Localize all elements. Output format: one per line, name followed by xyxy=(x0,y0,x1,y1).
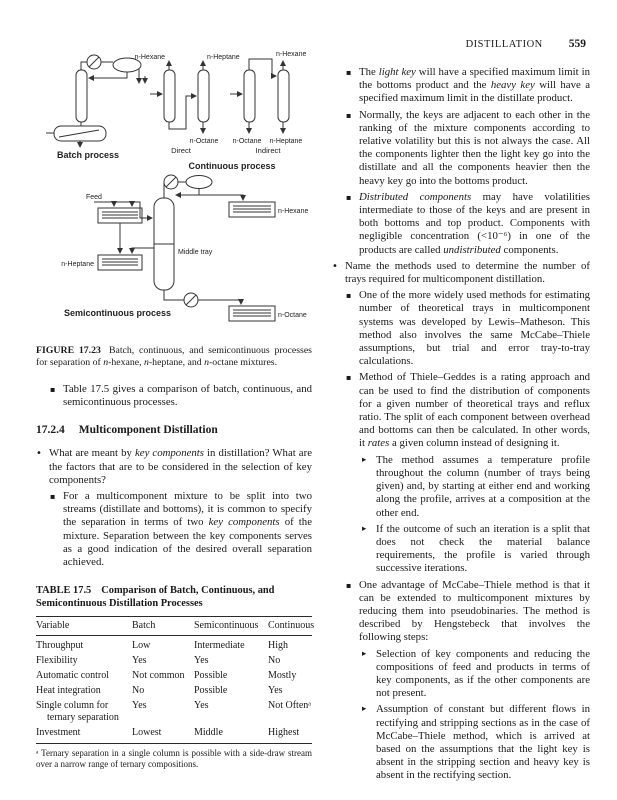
batch-process-diagram xyxy=(46,55,145,147)
table-title-text: Comparison of Batch, Continuous, and Semicontinuous Distillation Processes xyxy=(36,585,275,609)
bullet-marker: ▪ xyxy=(50,385,56,394)
feed-label: Feed xyxy=(86,194,102,201)
bullet-marker: ▪ xyxy=(346,373,352,383)
semicontinuous-process-label: Semicontinuous process xyxy=(64,308,172,318)
table-row: Heat integration No Possible Yes xyxy=(36,685,283,697)
accumulator-drum-icon xyxy=(186,176,212,189)
column-icon xyxy=(164,70,175,122)
list-item: ▪ Method of Thiele–Geddes is a rating approach and can be used to find the distribution of components for a given number of theoretical trays and reflux ratio. The split of each component between overhead and bottoms can then be calculated. In other words, it rates a given column instead of designing it. xyxy=(346,371,590,450)
batch-column-icon xyxy=(76,70,87,122)
stream-label: n-Heptane xyxy=(207,54,240,61)
continuous-indirect-diagram xyxy=(230,59,289,133)
column-icon xyxy=(278,70,289,122)
left-column xyxy=(36,48,315,770)
list-item: ▸ Assumption of constant but different flows in rectifying and stripping sections as in the case of McCabe–Thiele method, which is arrived at based on the assumptions that the light key is absent in the stripping section and heavy key is absent in the rectifying section. xyxy=(362,703,590,782)
semicontinuous-diagram xyxy=(94,175,275,321)
continuous-process-label: Continuous process xyxy=(188,161,276,171)
bullet-marker: ▪ xyxy=(346,192,352,202)
list-item: • Name the methods used to determine the number of trays required for multicomponent distillation. xyxy=(332,259,590,286)
running-head-title: DISTILLATION xyxy=(465,39,543,50)
figure-caption xyxy=(36,345,312,369)
comparison-table xyxy=(36,616,315,744)
direct-label: Direct xyxy=(171,146,191,155)
table-row: Investment Lowest Middle Highest xyxy=(36,726,312,744)
middle-tray-label: Middle tray xyxy=(178,249,213,256)
col-header: Continuous xyxy=(268,617,312,636)
figure-caption-label: FIGURE 17.23 xyxy=(36,345,101,356)
list-item: ▪ Distributed components may have volatilities intermediate to those of the keys and are present in both bottoms and top product. Components with negligible concentration (<10⁻⁶) in one of the products are called undistributed components. xyxy=(346,190,590,256)
section-number: 17.2.4 xyxy=(36,424,65,437)
stream-label: n-Hexane xyxy=(276,51,307,58)
table-footnote: ᵃ Ternary separation in a single column is possible with a side-draw stream over a narrow range of ternary compositions. xyxy=(36,748,312,770)
running-head xyxy=(332,38,590,50)
section-title: Multicomponent Distillation xyxy=(78,424,218,437)
indirect-label: Indirect xyxy=(255,146,281,155)
column-icon xyxy=(244,70,255,122)
column-icon xyxy=(198,70,209,122)
stream-label: n-Octane xyxy=(278,312,307,319)
bullet-marker: ▸ xyxy=(362,704,367,715)
stream-label: n-Hexane xyxy=(134,54,165,61)
right-column xyxy=(332,38,590,786)
bullet-marker: ▪ xyxy=(346,291,352,301)
col-header: Batch xyxy=(132,617,194,636)
right-column-text xyxy=(332,66,590,783)
list-item: ▪ Normally, the keys are adjacent to each other in the ranking of the mixture components according to relative volatility but this is not always the case. All the components lighter then the light key go into the distillate and all the components heavier then the heavy key go into the bottoms product. xyxy=(346,108,590,187)
table-row: Single column for ternary separation Yes Yes Not Oftenᵃ xyxy=(36,700,312,724)
stream-label: n-Hexane xyxy=(278,208,309,215)
figure-17-23 xyxy=(36,48,312,369)
bullet-marker: ▪ xyxy=(346,110,352,120)
list-item: ▸ The method assumes a temperature profile throughout the column (number of trays being given) and, by starting at either end and working along the profile, arrives at a composition at the other end. xyxy=(362,453,590,519)
stream-label: n-Octane xyxy=(232,138,262,145)
bullet-marker: ▸ xyxy=(362,648,367,659)
bullet-marker: • xyxy=(332,260,338,272)
stream-label: n-Heptane xyxy=(269,138,303,145)
table-17-5 xyxy=(36,585,315,770)
table-row: Automatic control Not common Possible Mostly xyxy=(36,670,297,682)
bullet-marker: ▪ xyxy=(346,68,352,77)
bullet-marker: ▪ xyxy=(346,580,352,590)
col-header: Variable xyxy=(36,617,132,636)
stream-label: n-Octane xyxy=(189,138,219,145)
table-row: Throughput Low Intermediate High xyxy=(36,640,288,652)
list-item: ▸ If the outcome of such an iteration is a split that does not check the material balance requirements, the profile is varied through successive iterations. xyxy=(362,522,590,575)
table-header-row xyxy=(36,617,312,636)
list-item: • What are meant by key components in distillation? What are the factors that are to be considered in the selection of key components? xyxy=(36,447,312,486)
distillation-processes-diagram xyxy=(36,48,312,334)
stream-label: n-Heptane xyxy=(61,261,94,268)
list-item: ▪ Table 17.5 gives a comparison of batch, continuous, and semicontinuous processes. xyxy=(50,383,312,409)
bullet-marker: • xyxy=(36,448,42,460)
list-item: ▪ One advantage of McCabe–Thiele method is that it can be extended to multicomponent mixtures by reducing them into pseudobinaries. The method is described by Hengstebeck that involves the following steps: xyxy=(346,578,590,644)
list-item: ▪ The light key will have a specified maximum limit in the bottoms product and the heavy key will have a specified maximum limit in the distillate product. xyxy=(346,66,590,105)
figure-caption-text: Batch, continuous, and semicontinuous processes for separation of n-hexane, n-heptane, and n-octane mixtures. xyxy=(36,345,312,368)
list-item: ▪ For a multicomponent mixture to be split into two streams (distillate and bottoms), it is common to specify the separation in terms of two key components of the mixture. Separation between the key components serves as a good indication of the desired overall separation achieved. xyxy=(50,490,312,569)
table-row: Flexibility Yes Yes No xyxy=(36,655,281,667)
page-number: 559 xyxy=(568,38,586,50)
list-item: ▪ One of the more widely used methods for estimating number of theoretical trays in multicomponent systems was developed by Lewis–Matheson. This method also involves the same McCabe–Thiele assumptions, but trial and error tray-to-tray calculations. xyxy=(346,289,590,368)
table-label: TABLE 17.5 xyxy=(36,585,92,597)
bullet-marker: ▸ xyxy=(362,523,367,534)
continuous-direct-diagram xyxy=(150,61,209,133)
batch-process-label: Batch process xyxy=(56,150,120,160)
table-title xyxy=(36,585,312,610)
col-header: Semicontinuous xyxy=(194,617,268,636)
section-heading xyxy=(36,424,312,436)
list-item: ▸ Selection of key components and reducing the compositions of feed and products in terms of key components, as if the other components are not present. xyxy=(362,647,590,700)
bullet-marker: ▪ xyxy=(50,492,56,502)
bullet-marker: ▸ xyxy=(362,454,367,465)
